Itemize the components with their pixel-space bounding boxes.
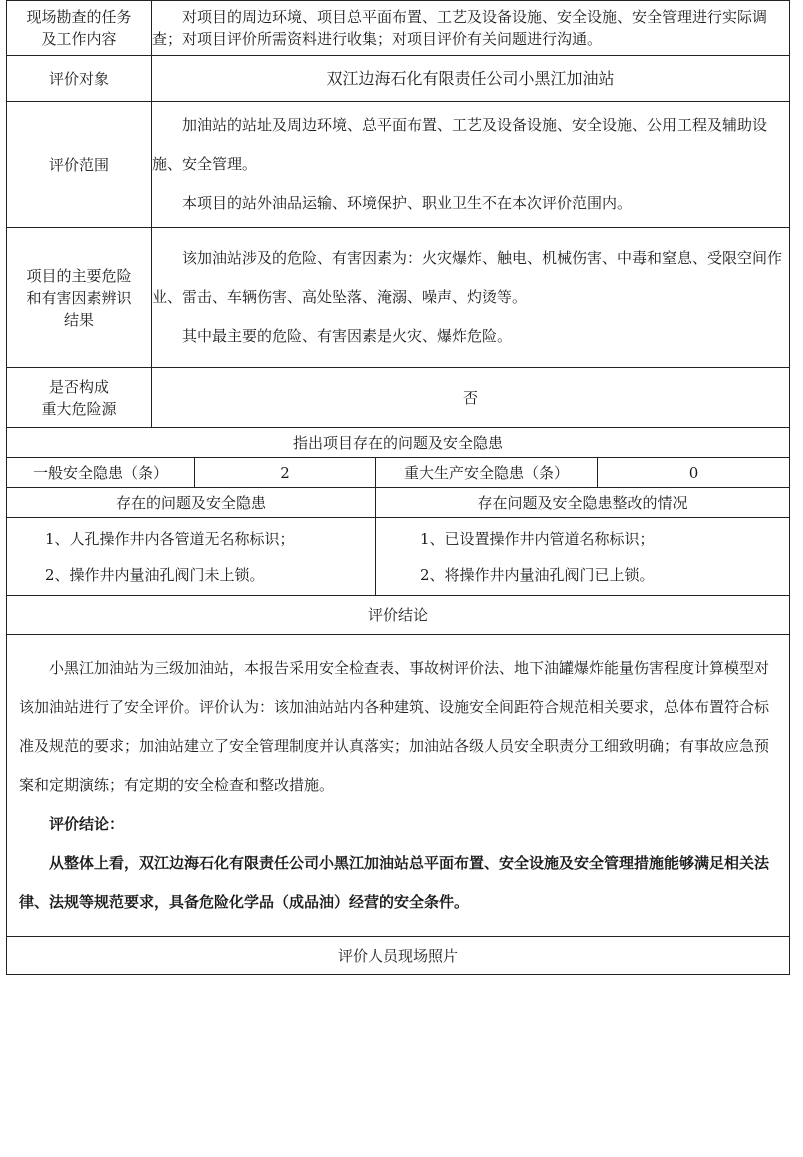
hazard-para-1: 该加油站涉及的危险、有害因素为：火灾爆炸、触电、机械伤害、中毒和窒息、受限空间作业、雷击、车辆伤害、高处坠落、淹溺、噪声、灼烫等。 (152, 249, 783, 306)
hazard-label-line1: 项目的主要危险 (26, 266, 132, 285)
task-label-line1: 现场勘查的任务 (26, 8, 132, 26)
issues-column-header: 存在的问题及安全隐患 (7, 488, 376, 518)
scope-para-1: 加油站的站址及周边环境、总平面布置、工艺及设备设施、安全设施、公用工程及辅助设施、安全管理。 (152, 116, 768, 173)
issues-content-row (7, 518, 790, 596)
rectify-list (376, 518, 790, 596)
hazard-para-2: 其中最主要的危险、有害因素是火灾、爆炸危险。 (182, 327, 513, 345)
issues-header-row (7, 488, 790, 518)
task-label-line2: 及工作内容 (41, 30, 117, 48)
scope-label: 评价范围 (7, 102, 152, 228)
conclusion-title-row (7, 596, 790, 635)
issue-item: 2、操作井内量油孔阀门未上锁。 (45, 565, 265, 584)
major-hazard-label-line2: 重大危险源 (41, 399, 117, 418)
task-row (7, 1, 790, 56)
conclusion-subtitle: 评价结论： (49, 815, 125, 833)
conclusion-final: 从整体上看，双江边海石化有限责任公司小黑江加油站总平面布置、安全设施及安全管理措施能够满足相关法律、法规等规范要求，具备危险化学品（成品油）经营的安全条件。 (19, 854, 770, 911)
major-hazard-row (7, 368, 790, 428)
scope-row (7, 102, 790, 228)
task-label (7, 1, 152, 56)
hazard-label (7, 228, 152, 368)
rectify-item: 1、已设置操作井内管道名称标识； (420, 529, 655, 548)
object-row (7, 56, 790, 102)
conclusion-title: 评价结论 (7, 596, 790, 635)
conclusion-body: 小黑江加油站为三级加油站，本报告采用安全检查表、事故树评价法、地下油罐爆炸能量伤害程度计算模型对该加油站进行了安全评价。评价认为：该加油站站内各种建筑、设施安全间距符合规范相关要求，总体布置符合标准及规范的要求；加油站建立了安全管理制度并认真落实；加油站各级人员安全职责分工细致明确；有事故应急预案和定期演练；有定期的安全检查和整改措施。 (19, 659, 770, 794)
general-hazard-label: 一般安全隐患（条） (7, 458, 195, 488)
object-label: 评价对象 (7, 56, 152, 102)
photos-title: 评价人员现场照片 (7, 937, 790, 975)
major-hazard-count: 0 (598, 458, 790, 488)
scope-content (152, 102, 790, 228)
task-content: 对项目的周边环境、项目总平面布置、工艺及设备设施、安全设施、安全管理进行实际调查；对项目评价所需资料进行收集；对项目评价有关问题进行沟通。 (152, 1, 790, 56)
hazard-label-line2: 和有害因素辨识 (26, 288, 132, 307)
rectify-column-header: 存在问题及安全隐患整改的情况 (376, 488, 790, 518)
object-value: 双江边海石化有限责任公司小黑江加油站 (152, 56, 790, 102)
rectify-item: 2、将操作井内量油孔阀门已上锁。 (420, 565, 655, 584)
issues-title-row (7, 428, 790, 458)
scope-para-2: 本项目的站外油品运输、环境保护、职业卫生不在本次评价范围内。 (182, 194, 633, 212)
major-hazard-label-line1: 是否构成 (48, 377, 109, 396)
major-hazard-value: 否 (152, 368, 790, 428)
major-hazard-label (7, 368, 152, 428)
evaluation-report-table (6, 0, 790, 975)
conclusion-row (7, 635, 790, 937)
issues-list (7, 518, 376, 596)
hazard-row (7, 228, 790, 368)
issues-count-row (7, 458, 790, 488)
major-hazard-count-label: 重大生产安全隐患（条） (376, 458, 598, 488)
general-hazard-count: 2 (195, 458, 376, 488)
hazard-content (152, 228, 790, 368)
photos-row (7, 937, 790, 975)
issue-item: 1、人孔操作井内各管道无名称标识； (45, 529, 295, 548)
conclusion-content (7, 635, 790, 937)
hazard-label-line3: 结果 (63, 310, 94, 329)
issues-title: 指出项目存在的问题及安全隐患 (7, 428, 790, 458)
